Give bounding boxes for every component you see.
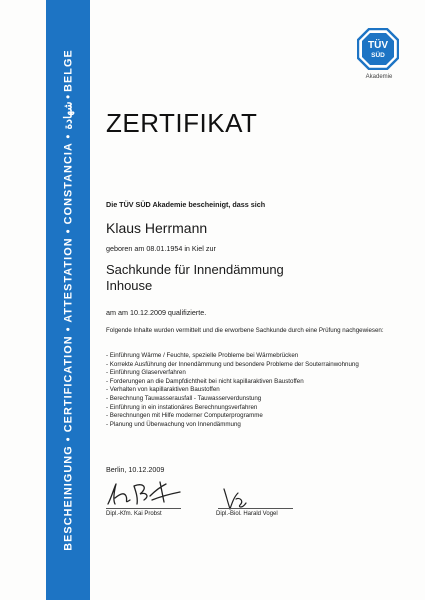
course-title-line1: Sachkunde für Innendämmung xyxy=(106,262,284,277)
tuv-sud-logo-icon xyxy=(357,28,399,70)
topic-item: - Korrekte Ausführung der Innendämmung und besondere Probleme der Souterrainwohnung xyxy=(106,360,359,368)
topic-item: - Planung und Überwachung von Innendämmung xyxy=(106,420,241,428)
logo-brand-text: TÜV xyxy=(368,40,388,51)
topic-item: - Berechnung Tauwasserausfall - Tauwasserverdunstung xyxy=(106,394,262,402)
place-date: Berlin, 10.12.2009 xyxy=(106,465,165,474)
course-title xyxy=(106,262,284,294)
topic-item: - Einführung Glaserverfahren xyxy=(106,369,186,377)
language-band-text: BESCHEINIGUNG • CERTIFICATION • ATTESTATION • CONSTANCIA • شهادة • BELGE xyxy=(62,49,75,551)
topic-item: - Forderungen an die Dampfdichtheit bei nicht kapillaraktiven Baustoffen xyxy=(106,377,304,385)
qualification-line: am am 10.12.2009 qualifizierte. xyxy=(106,308,207,317)
issuer-line: Die TÜV SÜD Akademie bescheinigt, dass sich xyxy=(106,200,266,209)
signer-2-name: Dipl.-Biol. Harald Vogel xyxy=(216,511,278,517)
topic-list xyxy=(106,352,359,429)
course-title-line2: Inhouse xyxy=(106,278,153,293)
logo-caption: Akademie xyxy=(365,74,393,80)
certificate-title: ZERTIFIKAT xyxy=(106,108,258,138)
signature-probst-icon xyxy=(104,478,184,508)
topic-item: - Einführung Wärme / Feuchte, spezielle Probleme bei Wärmebrücken xyxy=(106,352,299,359)
topic-item: - Verhalten von kapillaraktiven Baustoffen xyxy=(106,386,220,394)
contents-intro: Folgende Inhalte wurden vermittelt und die erworbene Sachkunde durch eine Prüfung nachgewiesen: xyxy=(106,327,384,334)
topic-item: - Berechnungen mit Hilfe moderner Computerprogramme xyxy=(106,412,263,420)
signer-1-name: Dipl.-Kfm. Kai Probst xyxy=(106,511,162,517)
signature-line-2 xyxy=(218,508,293,509)
topic-item: - Einführung in ein instationäres Berechnungsverfahren xyxy=(106,403,258,411)
logo-brand-sub-text: SÜD xyxy=(371,52,385,59)
signature-line-1 xyxy=(106,508,181,509)
birth-line: geboren am 08.01.1954 in Kiel zur xyxy=(106,244,216,253)
recipient-name: Klaus Herrmann xyxy=(106,220,208,236)
